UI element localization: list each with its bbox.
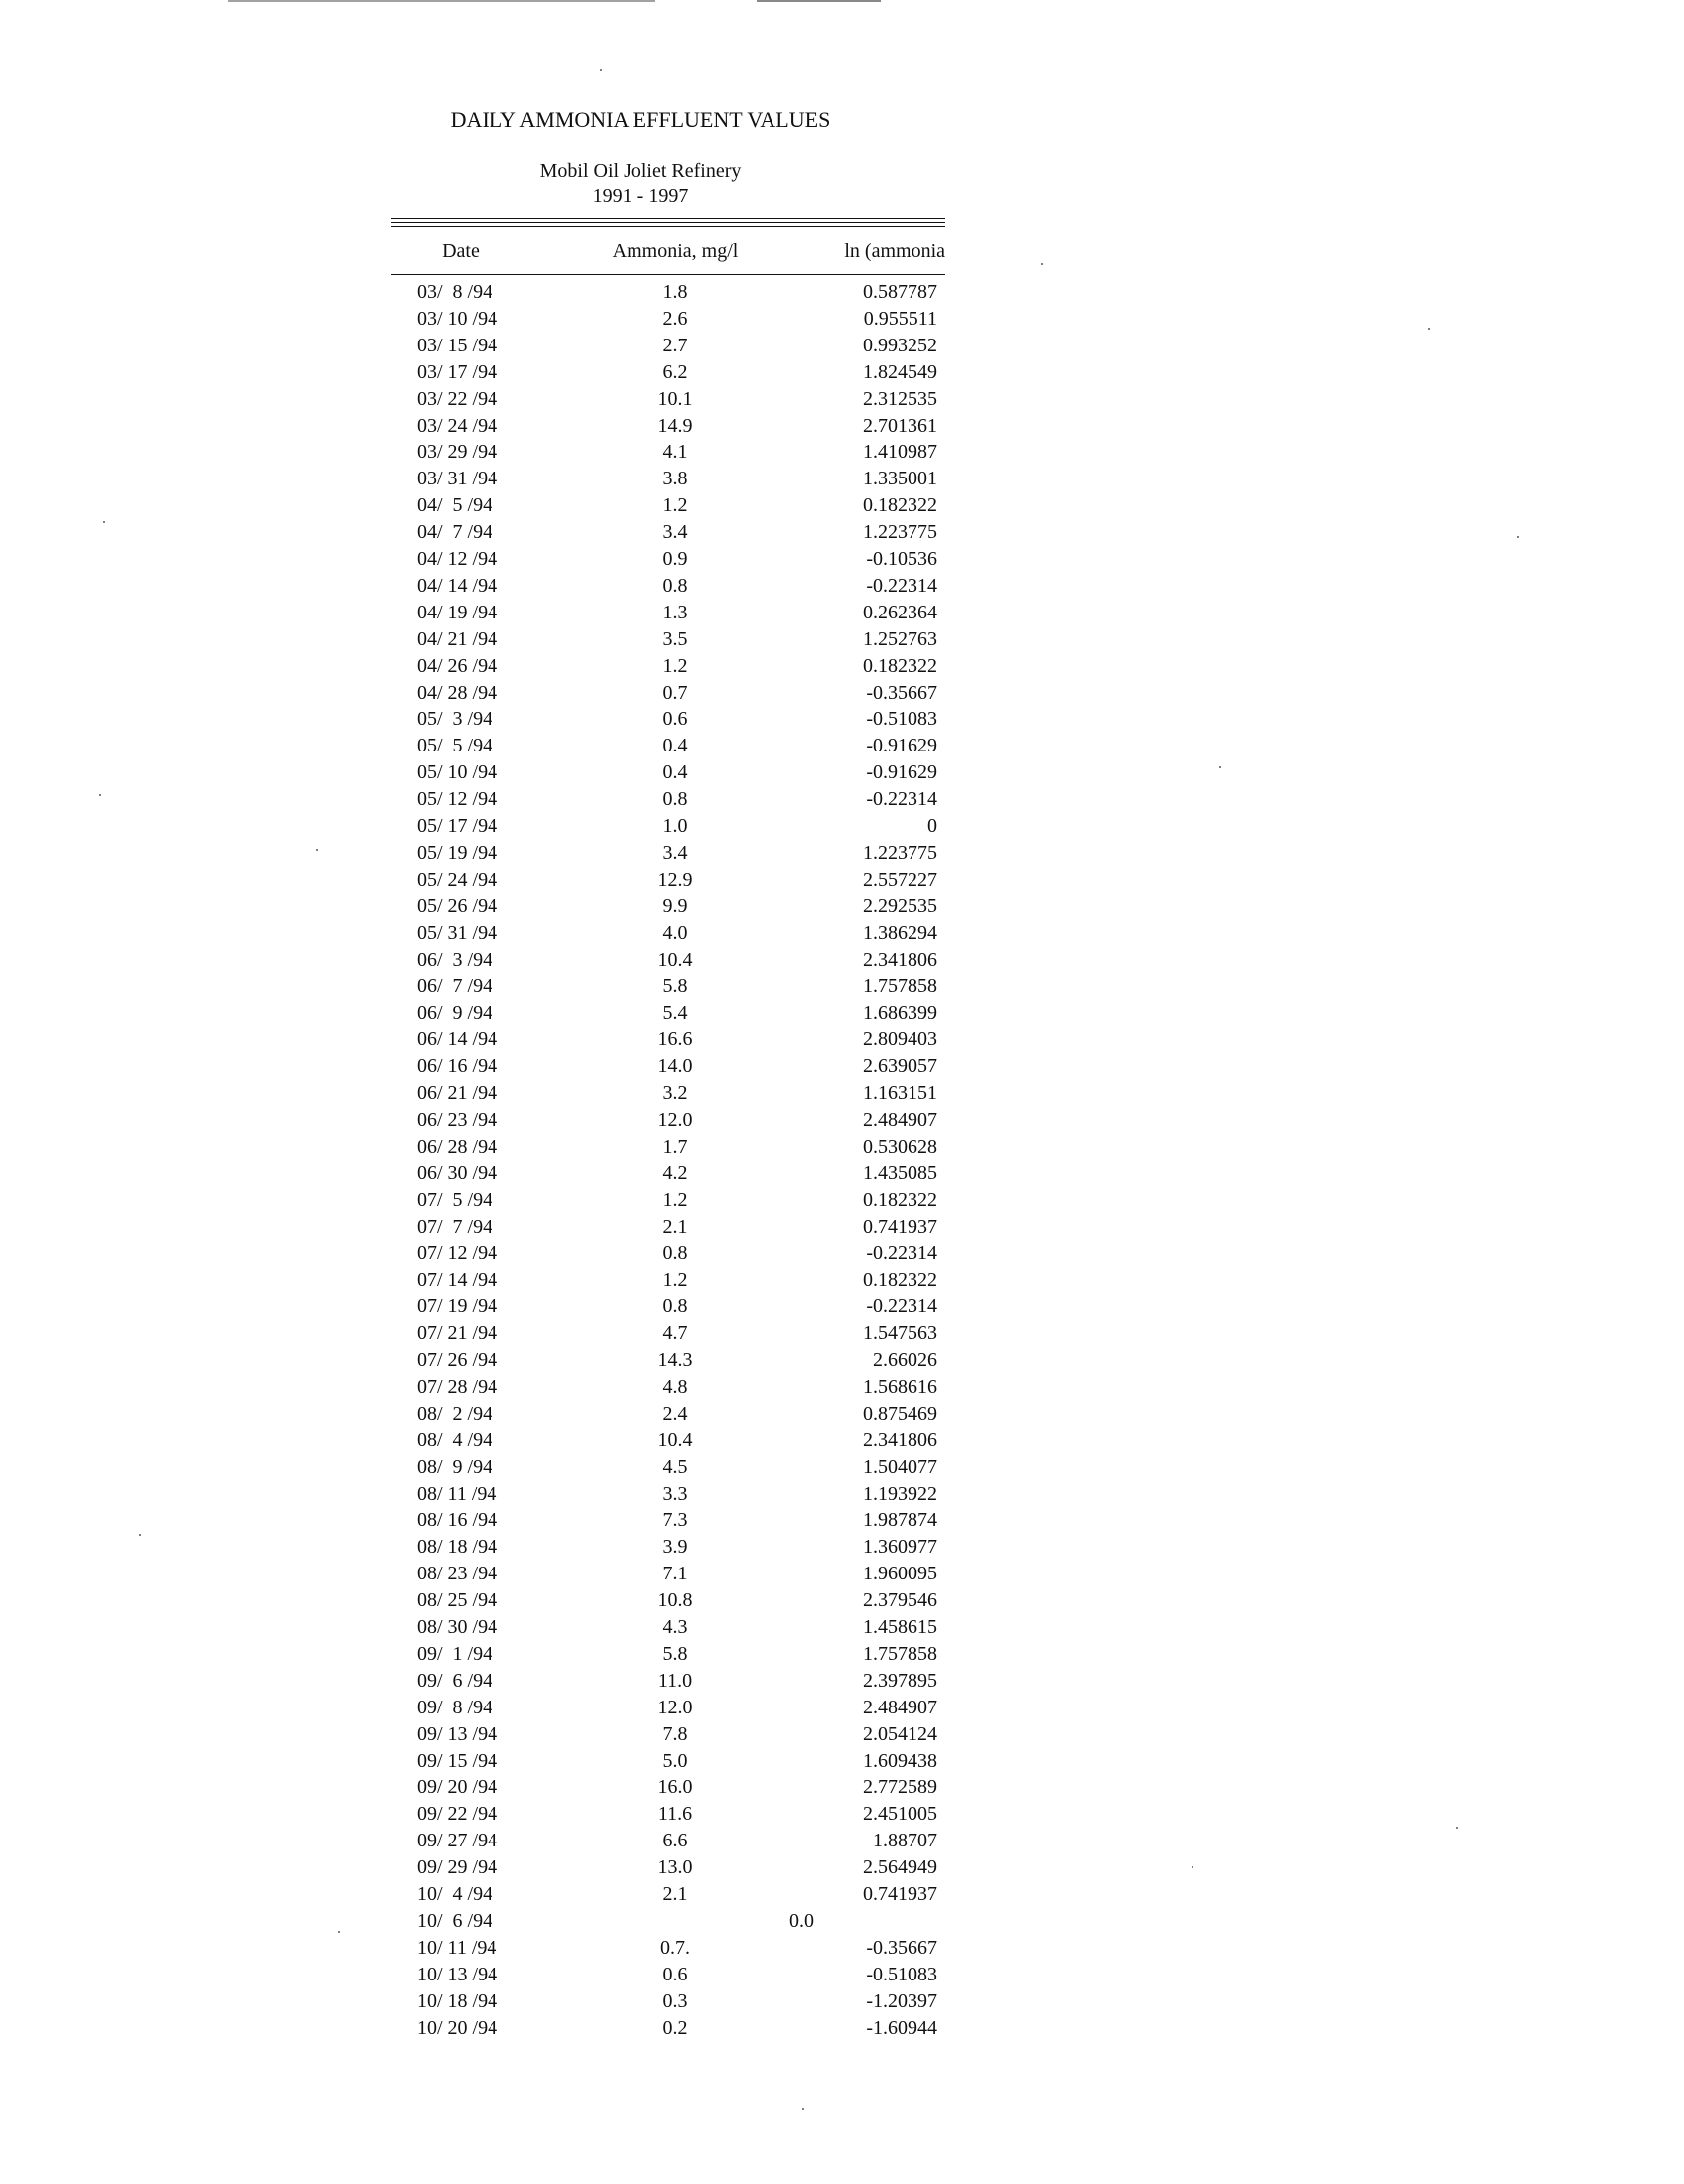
cell-ammonia: 14.3 xyxy=(657,1349,693,1371)
cell-ammonia: 3.8 xyxy=(662,468,688,489)
table-row xyxy=(0,573,993,600)
cell-ammonia: 0.8 xyxy=(662,575,688,597)
cell-ln-ammonia: 0.530628 xyxy=(863,1136,937,1158)
table-row xyxy=(0,1801,993,1828)
table-row xyxy=(0,1641,993,1668)
table-row xyxy=(0,867,993,893)
table-row xyxy=(0,1107,993,1134)
cell-date: 10/ 4 /94 xyxy=(417,1883,493,1905)
cell-ln-ammonia: 2.484907 xyxy=(863,1109,937,1131)
cell-ln-ammonia: 1.223775 xyxy=(863,521,937,543)
cell-ammonia: 1.8 xyxy=(662,281,688,303)
cell-ln-ammonia: 2.484907 xyxy=(863,1697,937,1718)
cell-ammonia: 5.8 xyxy=(662,975,688,997)
cell-ammonia: 1.2 xyxy=(662,655,688,677)
cell-date: 08/ 25 /94 xyxy=(417,1589,498,1611)
cell-ammonia: 5.8 xyxy=(662,1643,688,1665)
cell-ammonia: 6.2 xyxy=(662,361,688,383)
cell-ln-ammonia: 1.504077 xyxy=(863,1456,937,1478)
table-row xyxy=(0,1053,993,1080)
cell-ln-ammonia: 2.564949 xyxy=(863,1856,937,1878)
table-row xyxy=(0,680,993,707)
cell-ammonia: 4.8 xyxy=(662,1376,688,1398)
cell-ln-ammonia: 0.955511 xyxy=(863,308,937,330)
column-header-ln: ln (ammonia xyxy=(844,240,945,262)
table-row xyxy=(0,1481,993,1508)
cell-ln-ammonia: 1.757858 xyxy=(863,975,937,997)
cell-date: 04/ 5 /94 xyxy=(417,494,493,516)
cell-date: 06/ 21 /94 xyxy=(417,1082,498,1104)
table-row xyxy=(0,920,993,947)
table-row xyxy=(0,1988,993,2015)
table-row xyxy=(0,947,993,974)
cell-ln-ammonia: 1.568616 xyxy=(863,1376,937,1398)
scan-artifact-line xyxy=(757,0,881,2)
cell-ammonia: 2.7 xyxy=(662,335,688,356)
cell-ln-ammonia: 1.193922 xyxy=(863,1483,937,1505)
cell-ln-ammonia: 2.639057 xyxy=(863,1055,937,1077)
cell-ln-ammonia: -0.35667 xyxy=(866,1937,937,1959)
cell-ln-ammonia: -0.51083 xyxy=(866,708,937,730)
cell-ln-ammonia: 1.252763 xyxy=(863,628,937,650)
cell-date: 03/ 17 /94 xyxy=(417,361,498,383)
table-row xyxy=(0,1721,993,1748)
table-row xyxy=(0,1214,993,1241)
table-row xyxy=(0,1614,993,1641)
cell-ln-ammonia: 1.435085 xyxy=(863,1162,937,1184)
cell-date: 05/ 26 /94 xyxy=(417,895,498,917)
cell-ln-ammonia: 1.547563 xyxy=(863,1322,937,1344)
scan-speck xyxy=(139,1534,141,1536)
cell-ln-ammonia: 0.182322 xyxy=(863,1189,937,1211)
cell-ammonia: 14.9 xyxy=(657,415,693,437)
cell-ammonia: 11.0 xyxy=(657,1670,693,1692)
subtitle-line-2: 1991 - 1997 xyxy=(592,185,689,206)
cell-date: 05/ 24 /94 xyxy=(417,869,498,890)
top-double-rule-2 xyxy=(391,222,945,223)
subtitle-line-1: Mobil Oil Joliet Refinery xyxy=(539,160,742,182)
cell-ammonia: 3.4 xyxy=(662,521,688,543)
cell-ln-ammonia: 2.397895 xyxy=(863,1670,937,1692)
cell-ammonia: 0.4 xyxy=(662,761,688,783)
cell-date: 03/ 29 /94 xyxy=(417,441,498,463)
table-row xyxy=(0,1401,993,1428)
cell-date: 07/ 21 /94 xyxy=(417,1322,498,1344)
table-row xyxy=(0,600,993,626)
cell-ln-ammonia: 1.757858 xyxy=(863,1643,937,1665)
scan-artifact-line xyxy=(228,0,655,2)
cell-ammonia: 0.7. xyxy=(660,1937,690,1959)
table-row xyxy=(0,359,993,386)
table-row xyxy=(0,1267,993,1294)
cell-date: 06/ 16 /94 xyxy=(417,1055,498,1077)
cell-ln-ammonia: 1.88707 xyxy=(873,1830,937,1851)
table-row xyxy=(0,1374,993,1401)
cell-ln-ammonia: 1.686399 xyxy=(863,1002,937,1024)
table-row xyxy=(0,706,993,733)
cell-ammonia: 4.3 xyxy=(662,1616,688,1638)
cell-ln-ammonia: 2.312535 xyxy=(863,388,937,410)
cell-ln-ammonia: -0.22314 xyxy=(866,1296,937,1317)
table-row xyxy=(0,546,993,573)
table-row xyxy=(0,1962,993,1988)
table-row xyxy=(0,279,993,306)
cell-date: 05/ 19 /94 xyxy=(417,842,498,864)
cell-ammonia: 3.2 xyxy=(662,1082,688,1104)
scan-speck xyxy=(1041,263,1043,265)
cell-ln-ammonia: -0.22314 xyxy=(866,1242,937,1264)
cell-ammonia: 16.6 xyxy=(657,1028,693,1050)
scan-speck xyxy=(1456,1827,1458,1829)
table-row xyxy=(0,1160,993,1187)
header-rule xyxy=(391,274,945,275)
scan-speck xyxy=(600,69,602,71)
table-row xyxy=(0,1881,993,1908)
cell-date: 04/ 12 /94 xyxy=(417,548,498,570)
cell-ammonia: 1.0 xyxy=(662,815,688,837)
table-row xyxy=(0,759,993,786)
cell-ln-ammonia: -0.51083 xyxy=(866,1964,937,1985)
cell-date: 03/ 10 /94 xyxy=(417,308,498,330)
cell-ammonia: 5.0 xyxy=(662,1750,688,1772)
cell-ammonia: 4.5 xyxy=(662,1456,688,1478)
table-row xyxy=(0,1561,993,1587)
cell-ln-ammonia: 2.292535 xyxy=(863,895,937,917)
cell-ammonia: 3.4 xyxy=(662,842,688,864)
cell-date: 10/ 13 /94 xyxy=(417,1964,498,1985)
cell-ammonia: 3.5 xyxy=(662,628,688,650)
table-row xyxy=(0,466,993,492)
table-row xyxy=(0,1454,993,1481)
cell-ammonia: 1.2 xyxy=(662,1189,688,1211)
table-row xyxy=(0,1854,993,1881)
cell-date: 08/ 16 /94 xyxy=(417,1509,498,1531)
cell-ammonia: 7.3 xyxy=(662,1509,688,1531)
cell-ammonia: 0.8 xyxy=(662,1296,688,1317)
cell-date: 09/ 27 /94 xyxy=(417,1830,498,1851)
cell-ammonia: 9.9 xyxy=(662,895,688,917)
cell-date: 09/ 8 /94 xyxy=(417,1697,493,1718)
cell-ln-ammonia: 2.701361 xyxy=(863,415,937,437)
cell-date: 06/ 28 /94 xyxy=(417,1136,498,1158)
cell-ln-ammonia: 2.809403 xyxy=(863,1028,937,1050)
cell-ln-ammonia: 2.341806 xyxy=(863,1430,937,1451)
cell-ammonia: 6.6 xyxy=(662,1830,688,1851)
table-row xyxy=(0,413,993,440)
cell-date: 06/ 30 /94 xyxy=(417,1162,498,1184)
column-header-date: Date xyxy=(442,240,480,262)
document-subtitle xyxy=(0,159,1281,208)
scan-speck xyxy=(316,849,318,851)
cell-ammonia: 2.6 xyxy=(662,308,688,330)
cell-ammonia: 0.8 xyxy=(662,788,688,810)
scan-speck xyxy=(1517,536,1519,538)
cell-ln-ammonia: 0.182322 xyxy=(863,494,937,516)
cell-ln-ammonia: -0.91629 xyxy=(866,761,937,783)
cell-ln-ammonia: 2.379546 xyxy=(863,1589,937,1611)
cell-ammonia: 7.8 xyxy=(662,1723,688,1745)
cell-ammonia: 10.4 xyxy=(657,1430,693,1451)
table-row xyxy=(0,813,993,840)
cell-ammonia: 4.2 xyxy=(662,1162,688,1184)
table-row xyxy=(0,973,993,1000)
table-row xyxy=(0,1428,993,1454)
table-row xyxy=(0,439,993,466)
cell-date: 05/ 10 /94 xyxy=(417,761,498,783)
cell-ammonia: 0.7 xyxy=(662,682,688,704)
table-row xyxy=(0,1507,993,1534)
cell-date: 04/ 19 /94 xyxy=(417,602,498,623)
cell-ln-ammonia: 2.451005 xyxy=(863,1803,937,1825)
cell-ammonia: 4.7 xyxy=(662,1322,688,1344)
table-row xyxy=(0,333,993,359)
cell-date: 04/ 7 /94 xyxy=(417,521,493,543)
cell-ln-ammonia: 0.587787 xyxy=(863,281,937,303)
cell-date: 09/ 29 /94 xyxy=(417,1856,498,1878)
scan-speck xyxy=(338,1931,340,1933)
table-row xyxy=(0,386,993,413)
cell-ammonia: 1.2 xyxy=(662,1269,688,1291)
document-title: DAILY AMMONIA EFFLUENT VALUES xyxy=(450,107,831,132)
cell-date: 08/ 4 /94 xyxy=(417,1430,493,1451)
cell-date: 07/ 28 /94 xyxy=(417,1376,498,1398)
cell-ln-ammonia: 1.360977 xyxy=(863,1536,937,1558)
cell-ln-ammonia: 2.66026 xyxy=(873,1349,937,1371)
cell-date: 06/ 14 /94 xyxy=(417,1028,498,1050)
cell-ammonia: 0.2 xyxy=(662,2017,688,2039)
table-row xyxy=(0,1695,993,1721)
table-row xyxy=(0,1774,993,1801)
cell-ln-ammonia: -0.35667 xyxy=(866,682,937,704)
table-row xyxy=(0,1080,993,1107)
cell-ammonia: 5.4 xyxy=(662,1002,688,1024)
table-row xyxy=(0,1828,993,1854)
table-row xyxy=(0,893,993,920)
cell-extra-value: 0.0 xyxy=(789,1910,814,1932)
cell-ammonia: 12.0 xyxy=(657,1697,693,1718)
cell-date: 05/ 17 /94 xyxy=(417,815,498,837)
cell-ammonia: 3.9 xyxy=(662,1536,688,1558)
cell-date: 03/ 24 /94 xyxy=(417,415,498,437)
cell-ln-ammonia: 1.163151 xyxy=(863,1082,937,1104)
cell-date: 03/ 15 /94 xyxy=(417,335,498,356)
cell-ln-ammonia: 1.824549 xyxy=(863,361,937,383)
cell-date: 03/ 22 /94 xyxy=(417,388,498,410)
top-double-rule-1 xyxy=(391,218,945,219)
cell-date: 04/ 14 /94 xyxy=(417,575,498,597)
cell-ammonia: 1.3 xyxy=(662,602,688,623)
scan-speck xyxy=(802,2108,804,2110)
cell-ammonia: 11.6 xyxy=(657,1803,693,1825)
cell-ln-ammonia: -0.10536 xyxy=(866,548,937,570)
cell-date: 08/ 11 /94 xyxy=(417,1483,497,1505)
cell-date: 05/ 31 /94 xyxy=(417,922,498,944)
cell-date: 04/ 21 /94 xyxy=(417,628,498,650)
table-row xyxy=(0,1187,993,1214)
cell-ammonia: 0.4 xyxy=(662,735,688,756)
cell-date: 07/ 7 /94 xyxy=(417,1216,493,1238)
table-row xyxy=(0,519,993,546)
table-row xyxy=(0,653,993,680)
cell-ammonia: 16.0 xyxy=(657,1776,693,1798)
cell-ln-ammonia: 1.960095 xyxy=(863,1563,937,1584)
table-row xyxy=(0,733,993,759)
cell-date: 04/ 28 /94 xyxy=(417,682,498,704)
table-row xyxy=(0,1347,993,1374)
cell-date: 09/ 15 /94 xyxy=(417,1750,498,1772)
cell-date: 08/ 18 /94 xyxy=(417,1536,498,1558)
table-row xyxy=(0,1026,993,1053)
cell-date: 06/ 23 /94 xyxy=(417,1109,498,1131)
cell-date: 05/ 5 /94 xyxy=(417,735,493,756)
cell-ln-ammonia: 2.054124 xyxy=(863,1723,937,1745)
cell-ammonia: 10.4 xyxy=(657,949,693,971)
cell-ln-ammonia: 0.182322 xyxy=(863,655,937,677)
table-row xyxy=(0,1000,993,1026)
table-row xyxy=(0,1294,993,1320)
cell-date: 06/ 9 /94 xyxy=(417,1002,493,1024)
cell-ammonia: 10.1 xyxy=(657,388,693,410)
cell-date: 03/ 8 /94 xyxy=(417,281,493,303)
cell-ln-ammonia: 2.341806 xyxy=(863,949,937,971)
cell-ln-ammonia: -0.22314 xyxy=(866,788,937,810)
table-row xyxy=(0,2015,993,2042)
cell-date: 06/ 3 /94 xyxy=(417,949,493,971)
cell-ln-ammonia: -1.60944 xyxy=(866,2017,937,2039)
cell-ln-ammonia: -0.91629 xyxy=(866,735,937,756)
cell-date: 08/ 9 /94 xyxy=(417,1456,493,1478)
cell-date: 09/ 13 /94 xyxy=(417,1723,498,1745)
cell-ln-ammonia: 1.458615 xyxy=(863,1616,937,1638)
cell-ammonia: 10.8 xyxy=(657,1589,693,1611)
cell-ln-ammonia: 2.557227 xyxy=(863,869,937,890)
cell-date: 10/ 18 /94 xyxy=(417,1990,498,2012)
column-header-ammonia: Ammonia, mg/l xyxy=(612,240,739,262)
cell-date: 07/ 12 /94 xyxy=(417,1242,498,1264)
cell-date: 07/ 26 /94 xyxy=(417,1349,498,1371)
cell-date: 05/ 3 /94 xyxy=(417,708,493,730)
cell-date: 10/ 20 /94 xyxy=(417,2017,498,2039)
scan-speck xyxy=(103,521,105,523)
cell-ln-ammonia: 0.262364 xyxy=(863,602,937,623)
cell-date: 08/ 23 /94 xyxy=(417,1563,498,1584)
cell-ammonia: 0.8 xyxy=(662,1242,688,1264)
scan-speck xyxy=(1192,1866,1193,1868)
table-row xyxy=(0,1908,993,1935)
cell-ln-ammonia: 1.987874 xyxy=(863,1509,937,1531)
cell-ammonia: 4.0 xyxy=(662,922,688,944)
cell-date: 03/ 31 /94 xyxy=(417,468,498,489)
cell-ammonia: 2.1 xyxy=(662,1216,688,1238)
cell-date: 10/ 6 /94 xyxy=(417,1910,493,1932)
cell-ammonia: 14.0 xyxy=(657,1055,693,1077)
cell-ammonia: 12.0 xyxy=(657,1109,693,1131)
table-row xyxy=(0,1748,993,1775)
cell-ammonia: 3.3 xyxy=(662,1483,688,1505)
scan-speck xyxy=(1219,766,1221,768)
cell-date: 09/ 22 /94 xyxy=(417,1803,498,1825)
cell-ln-ammonia: 0.741937 xyxy=(863,1216,937,1238)
cell-ln-ammonia: -0.22314 xyxy=(866,575,937,597)
cell-ln-ammonia: -1.20397 xyxy=(866,1990,937,2012)
cell-ln-ammonia: 0.875469 xyxy=(863,1403,937,1425)
cell-ln-ammonia: 2.772589 xyxy=(863,1776,937,1798)
cell-ammonia: 2.4 xyxy=(662,1403,688,1425)
cell-date: 06/ 7 /94 xyxy=(417,975,493,997)
table-row xyxy=(0,1935,993,1962)
cell-ln-ammonia: 1.335001 xyxy=(863,468,937,489)
table-row xyxy=(0,1587,993,1614)
cell-ammonia: 13.0 xyxy=(657,1856,693,1878)
table-row xyxy=(0,1534,993,1561)
cell-ammonia: 0.6 xyxy=(662,1964,688,1985)
cell-date: 05/ 12 /94 xyxy=(417,788,498,810)
table-row xyxy=(0,786,993,813)
cell-ln-ammonia: 1.386294 xyxy=(863,922,937,944)
cell-date: 07/ 5 /94 xyxy=(417,1189,493,1211)
table-row xyxy=(0,306,993,333)
cell-date: 08/ 30 /94 xyxy=(417,1616,498,1638)
cell-date: 09/ 6 /94 xyxy=(417,1670,493,1692)
cell-date: 09/ 20 /94 xyxy=(417,1776,498,1798)
cell-ln-ammonia: 0.993252 xyxy=(863,335,937,356)
scan-speck xyxy=(1428,328,1430,330)
cell-ammonia: 12.9 xyxy=(657,869,693,890)
cell-ln-ammonia: 0 xyxy=(927,815,937,837)
cell-date: 10/ 11 /94 xyxy=(417,1937,497,1959)
cell-ammonia: 0.6 xyxy=(662,708,688,730)
cell-ammonia: 0.9 xyxy=(662,548,688,570)
cell-ammonia: 2.1 xyxy=(662,1883,688,1905)
table-row xyxy=(0,1668,993,1695)
cell-date: 07/ 19 /94 xyxy=(417,1296,498,1317)
cell-ammonia: 1.7 xyxy=(662,1136,688,1158)
table-row xyxy=(0,840,993,867)
table-row xyxy=(0,1320,993,1347)
cell-date: 09/ 1 /94 xyxy=(417,1643,493,1665)
table-row xyxy=(0,1240,993,1267)
cell-ammonia: 4.1 xyxy=(662,441,688,463)
top-double-rule-3 xyxy=(391,226,945,227)
cell-ln-ammonia: 0.182322 xyxy=(863,1269,937,1291)
cell-ln-ammonia: 1.609438 xyxy=(863,1750,937,1772)
cell-ln-ammonia: 0.741937 xyxy=(863,1883,937,1905)
cell-ln-ammonia: 1.410987 xyxy=(863,441,937,463)
table-row xyxy=(0,1134,993,1160)
table-row xyxy=(0,492,993,519)
cell-ammonia: 1.2 xyxy=(662,494,688,516)
cell-ln-ammonia: 1.223775 xyxy=(863,842,937,864)
cell-date: 04/ 26 /94 xyxy=(417,655,498,677)
cell-date: 07/ 14 /94 xyxy=(417,1269,498,1291)
scan-speck xyxy=(99,794,101,796)
cell-ammonia: 0.3 xyxy=(662,1990,688,2012)
cell-ammonia: 7.1 xyxy=(662,1563,688,1584)
table-row xyxy=(0,626,993,653)
cell-date: 08/ 2 /94 xyxy=(417,1403,493,1425)
